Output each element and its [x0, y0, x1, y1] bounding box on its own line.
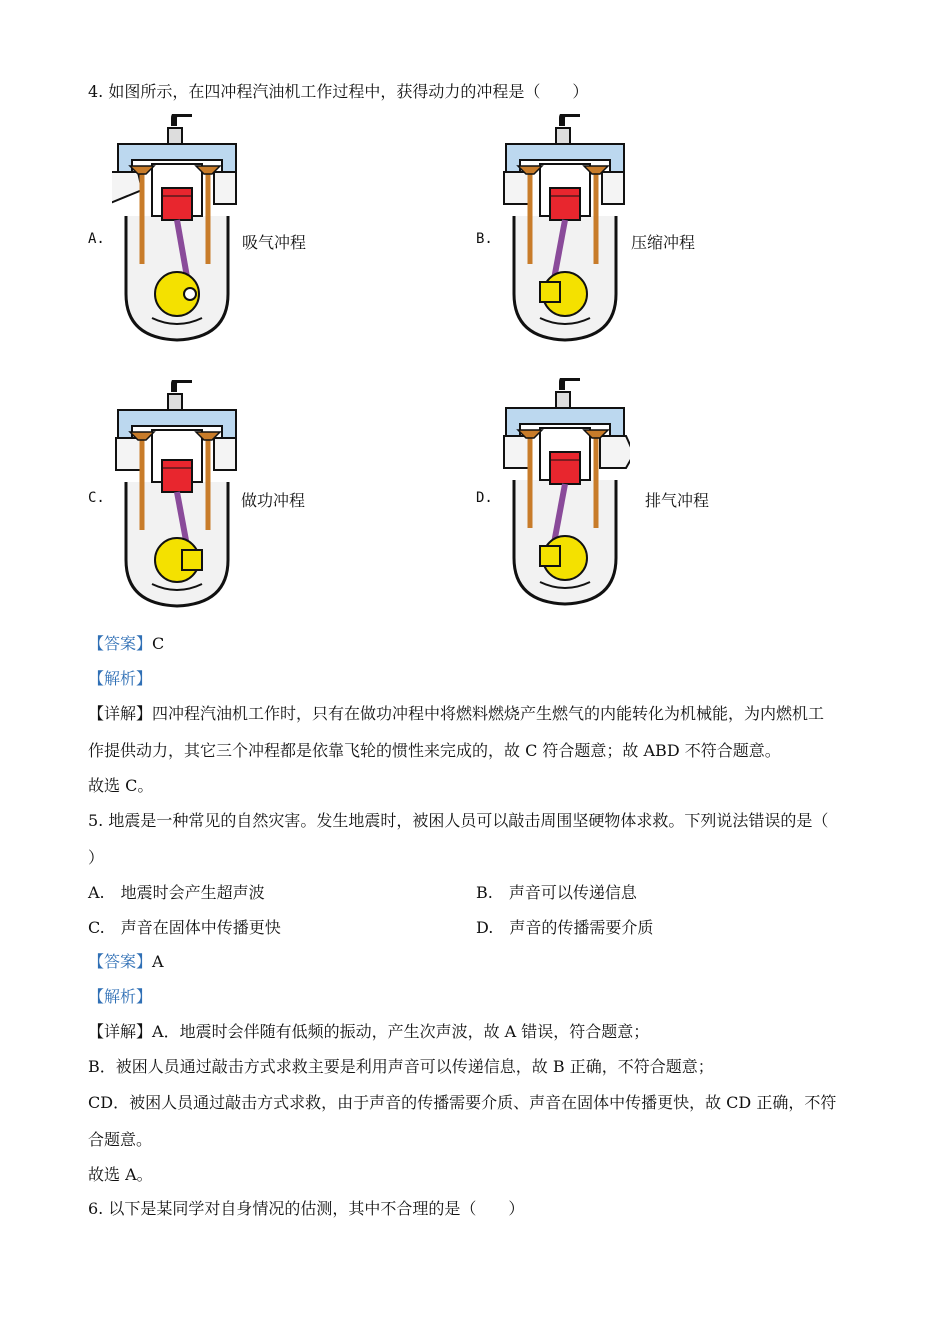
- q4-analysis-tag: 【解析】: [88, 669, 153, 688]
- q5-answer: [88, 952, 164, 972]
- option-caption-c: 做功冲程: [241, 491, 306, 510]
- option-letter-b: B.: [476, 231, 493, 247]
- answer-tag: 【答案】: [88, 634, 153, 653]
- q4-detail-cont: 作提供动力，其它三个冲程都是依靠飞轮的惯性来完成的，故 C 符合题意；故 ABD 不符合题意。: [88, 741, 781, 760]
- answer-value: C: [152, 634, 165, 653]
- q5-detail-cd-cont: 合题意。: [88, 1130, 153, 1149]
- engine-diagram-a: [112, 114, 242, 346]
- q5-option-d: D. 声音的传播需要介质: [476, 918, 654, 937]
- option-caption-a: 吸气冲程: [242, 233, 307, 252]
- q5-conclusion: 故选 A。: [88, 1165, 153, 1184]
- q4-conclusion: 故选 C。: [88, 776, 154, 795]
- q5-option-a: A. 地震时会产生超声波: [88, 883, 265, 902]
- q5-stem-cont: ）: [88, 848, 105, 867]
- q5-analysis-tag: 【解析】: [88, 987, 153, 1006]
- engine-diagram-b: [500, 114, 630, 346]
- detail-text: 四冲程汽油机工作时，只有在做功冲程中将燃料燃烧产生燃气的内能转化为机械能，为内燃机工: [152, 704, 825, 723]
- option-letter-a: A.: [88, 231, 105, 247]
- q5-detail: [88, 1022, 649, 1042]
- option-letter-d: D.: [476, 490, 493, 506]
- detail-tag: 【详解】: [88, 704, 153, 723]
- option-caption-b: 压缩冲程: [631, 233, 696, 252]
- q4-detail: [88, 704, 824, 724]
- q5-detail-cd: CD．被困人员通过敲击方式求救，由于声音的传播需要介质、声音在固体中传播更快，故 CD 正确，不符: [88, 1093, 837, 1112]
- answer-value: A: [152, 952, 164, 971]
- q6-stem: 6. 以下是某同学对自身情况的估测，其中不合理的是（ ）: [88, 1199, 525, 1218]
- detail-text: A．地震时会伴随有低频的振动，产生次声波，故 A 错误，符合题意；: [152, 1022, 650, 1041]
- detail-tag: 【详解】: [88, 1022, 153, 1041]
- engine-diagram-d: [500, 378, 630, 610]
- q5-option-c: C. 声音在固体中传播更快: [88, 918, 281, 937]
- q5-detail-b: B．被困人员通过敲击方式求救主要是利用声音可以传递信息，故 B 正确，不符合题意；: [88, 1057, 714, 1076]
- q4-stem: 4. 如图所示，在四冲程汽油机工作过程中，获得动力的冲程是（ ）: [88, 82, 589, 101]
- answer-tag: 【答案】: [88, 952, 153, 971]
- option-letter-c: C.: [88, 490, 105, 506]
- q5-option-b: B. 声音可以传递信息: [476, 883, 637, 902]
- engine-diagram-c: [112, 380, 242, 612]
- option-caption-d: 排气冲程: [645, 491, 710, 510]
- q4-answer: [88, 634, 164, 654]
- q5-stem: 5. 地震是一种常见的自然灾害。发生地震时，被困人员可以敲击周围坚硬物体求救。下列说法错误的是（: [88, 811, 829, 830]
